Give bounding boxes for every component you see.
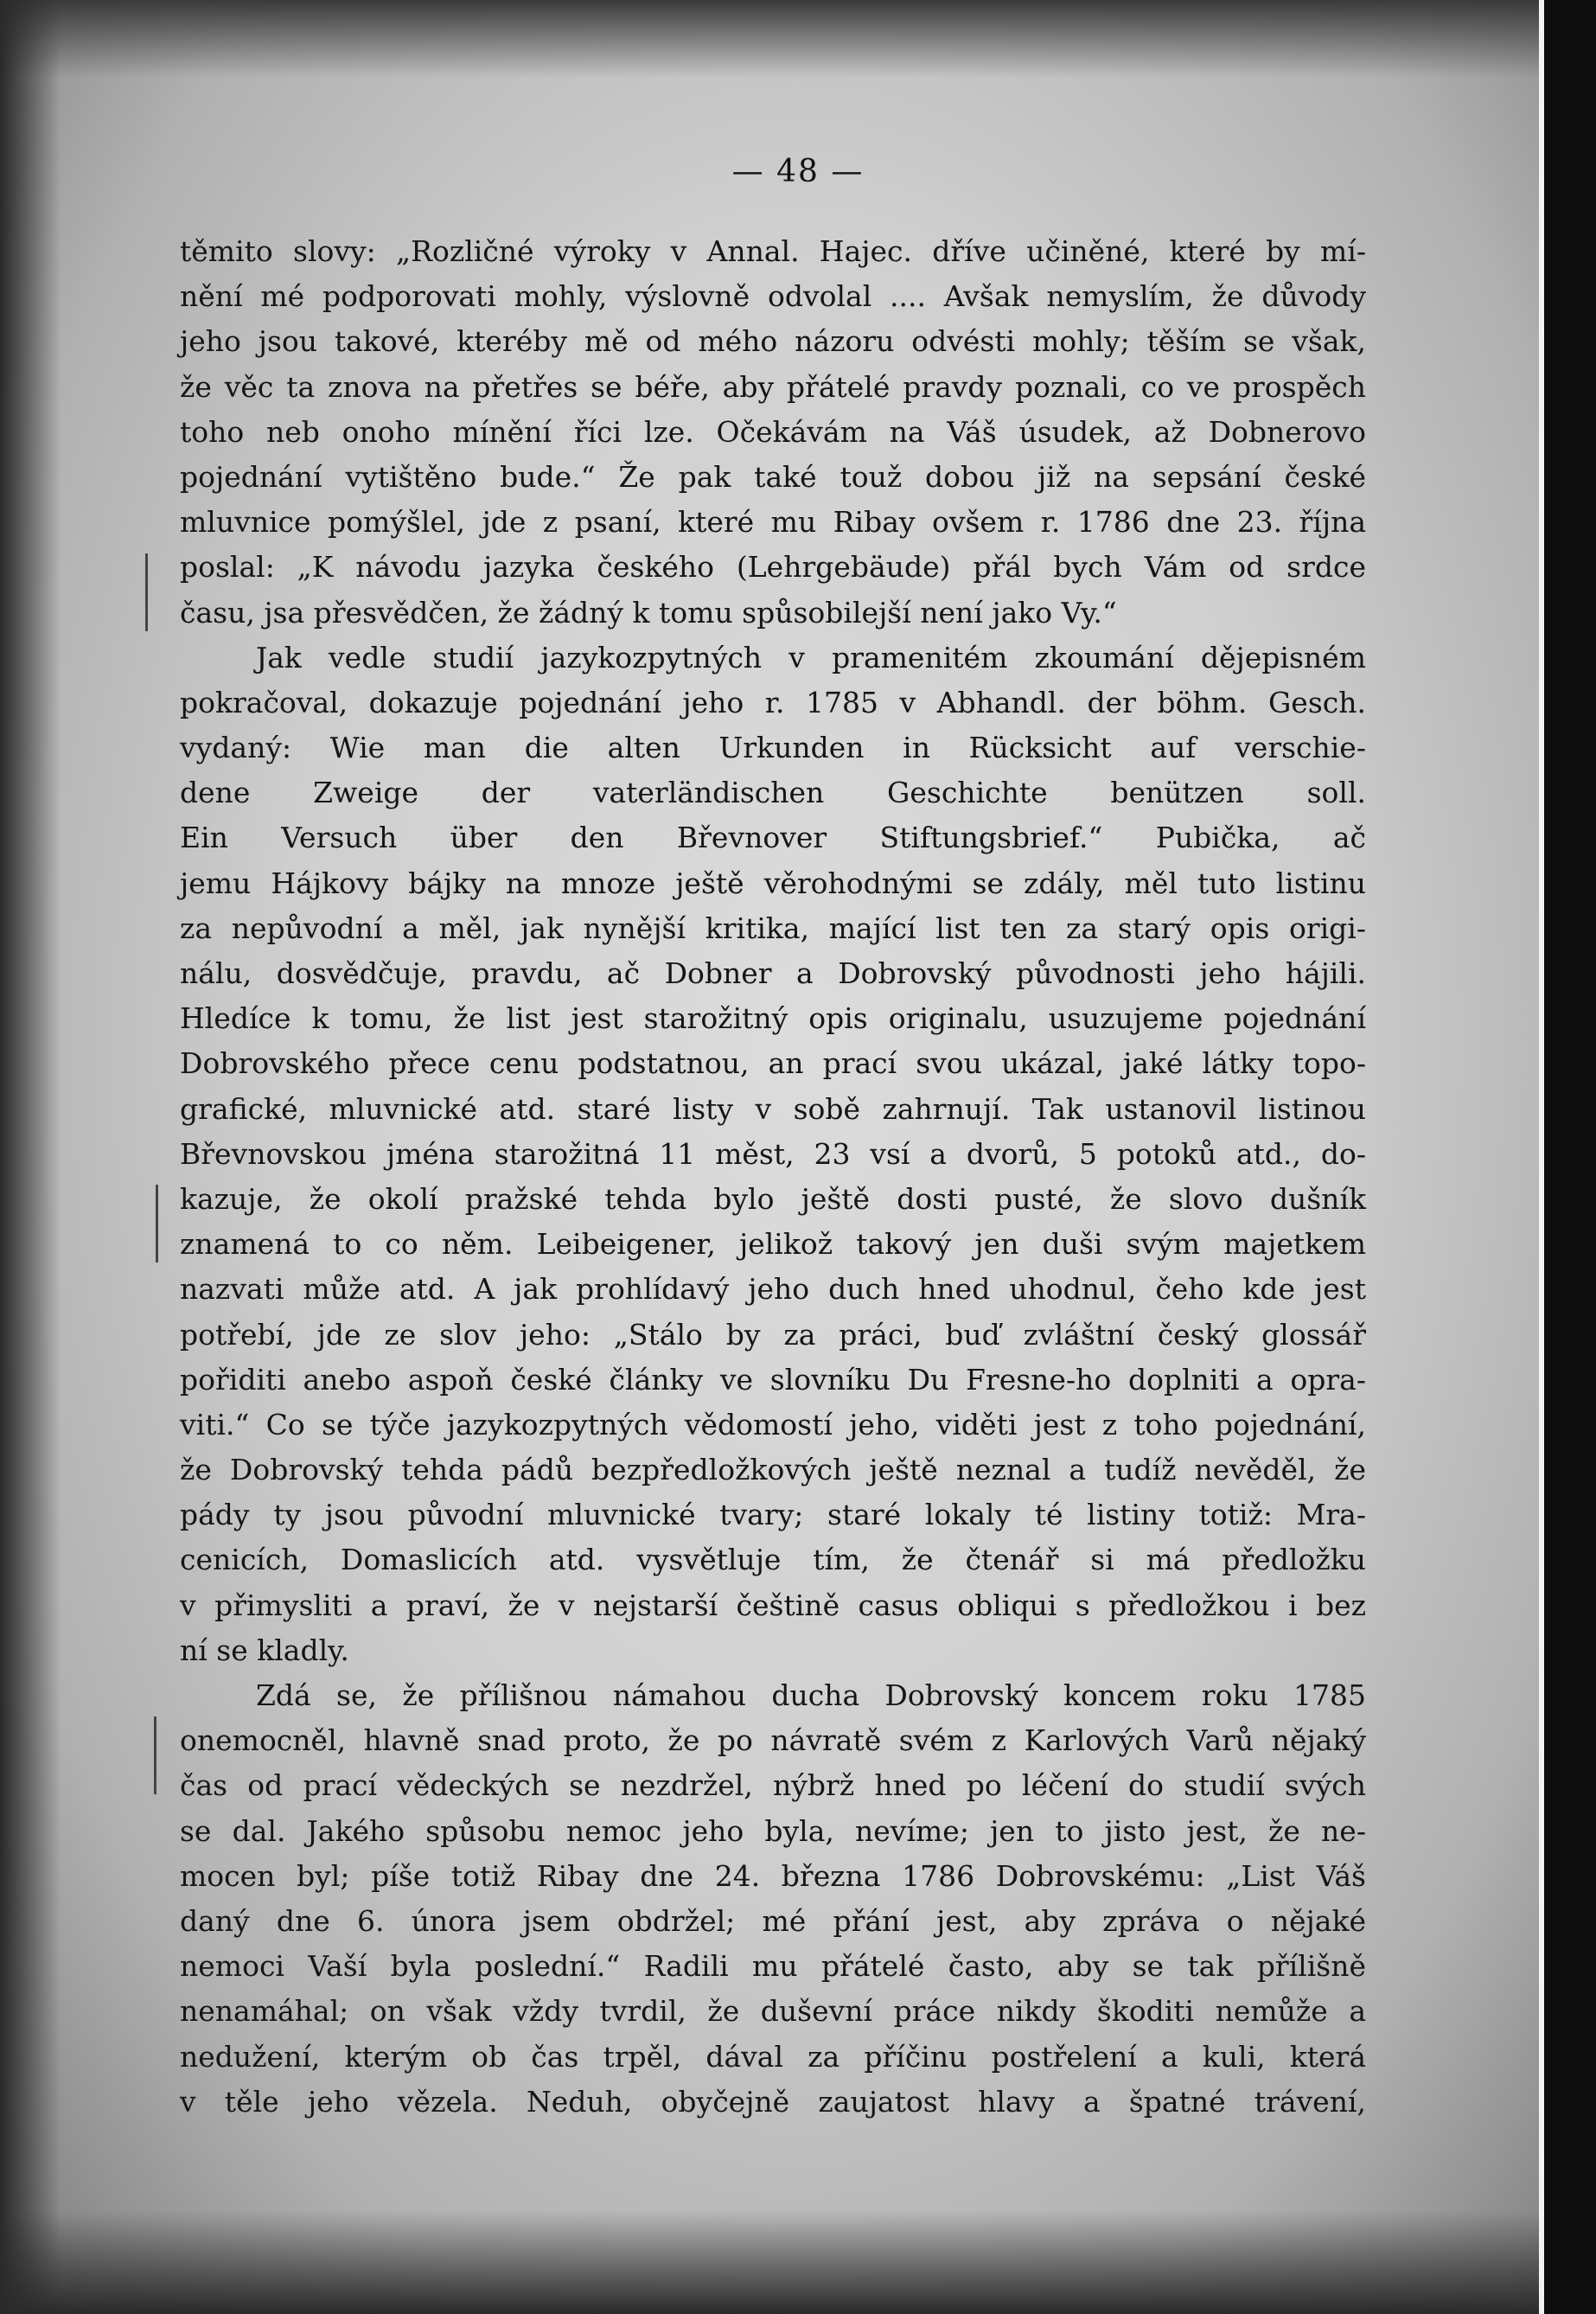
margin-mark <box>145 553 148 631</box>
text-line: pořiditi anebo aspoň české články ve slovníku Du Fresne-ho doplniti a opra- <box>180 1362 1366 1397</box>
text-line: Zdá se, že přílišnou námahou ducha Dobrovský koncem roku 1785 <box>256 1678 1366 1712</box>
text-line: pojednání vytištěno bude.“ Že pak také touž dobou již na sepsání české <box>180 459 1366 494</box>
text-line: Hledíce k tomu, že list jest starožitný opis originalu, usuzujeme pojednání <box>180 1001 1366 1036</box>
text-line: potřebí, jde ze slov jeho: „Stálo by za práci, buď zvláštní český glossář <box>180 1317 1366 1352</box>
text-line: jemu Hájkovy bájky na mnoze ještě věrohodnými se zdály, měl tuto listinu <box>180 866 1366 900</box>
text-line: pády ty jsou původní mluvnické tvary; staré lokaly té listiny totiž: Mra- <box>180 1498 1366 1532</box>
text-line: viti.“ Co se týče jazykozpytných vědomostí jeho, viděti jest z toho pojednání, <box>180 1407 1366 1441</box>
page-number: — 48 — <box>731 154 865 189</box>
text-line: mocen byl; píše totiž Ribay dne 24. března 1786 Dobrovskému: „List Váš <box>180 1858 1366 1893</box>
text-line: dene Zweige der vaterländischen Geschichte benützen soll. <box>180 776 1366 810</box>
text-line: ní se kladly. <box>180 1633 349 1667</box>
scan-shadow-top <box>0 0 1596 78</box>
text-line: Jak vedle studií jazykozpytných v pramenitém zkoumání dějepisném <box>256 640 1366 674</box>
text-line: grafické, mluvnické atd. staré listy v sobě zahrnují. Tak ustanovil listinou <box>180 1091 1366 1126</box>
text-line: nenamáhal; on však vždy tvrdil, že duševní práce nikdy škoditi nemůže a <box>180 1994 1366 2029</box>
text-line: daný dne 6. února jsem obdržel; mé přání jest, aby zpráva o nějaké <box>180 1903 1366 1938</box>
scan-dark-border <box>1544 0 1596 2314</box>
text-line: onemocněl, hlavně snad proto, že po návratě svém z Karlových Varů nějaký <box>180 1723 1366 1758</box>
text-line: Břevnovskou jména starožitná 11 měst, 23 vsí a dvorů, 5 potoků atd., do- <box>180 1136 1366 1171</box>
margin-mark <box>154 1716 156 1794</box>
text-line: toho neb onoho mínění říci lze. Očekávám na Váš úsudek, až Dobnerovo <box>180 414 1366 449</box>
body-text <box>180 229 1366 2125</box>
text-line: vydaný: Wie man die alten Urkunden in Rücksicht auf verschie- <box>180 731 1366 765</box>
margin-mark <box>156 1185 158 1262</box>
text-line: znamená to co něm. Leibeigener, jelikož takový jen duši svým majetkem <box>180 1227 1366 1262</box>
text-line: Dobrovského přece cenu podstatnou, an prací svou ukázal, jaké látky topo- <box>180 1046 1366 1081</box>
text-line: že Dobrovský tehda pádů bezpředložkových ještě neznal a tudíž nevěděl, že <box>180 1453 1366 1487</box>
text-line: poslal: „K návodu jazyka českého (Lehrgebäude) přál bych Vám od srdce <box>180 550 1366 585</box>
text-line: nedužení, kterým ob čas trpěl, dával za příčinu postřelení a kuli, která <box>180 2039 1366 2074</box>
scan-shadow-left <box>0 0 61 2314</box>
text-line: času, jsa přesvědčen, že žádný k tomu spůsobilejší není jako Vy.“ <box>180 595 1117 630</box>
text-line: nazvati může atd. A jak prohlídavý jeho duch hned uhodnul, čeho kde jest <box>180 1272 1366 1307</box>
text-line: Ein Versuch über den Břevnover Stiftungsbrief.“ Pubička, ač <box>180 821 1366 855</box>
scan-shadow-bottom <box>0 2210 1596 2314</box>
text-line: nálu, dosvědčuje, pravdu, ač Dobner a Dobrovský původnosti jeho hájili. <box>180 956 1366 990</box>
text-line: nemoci Vaší byla poslední.“ Radili mu přátelé často, aby se tak přílišně <box>180 1949 1366 1984</box>
text-line: pokračoval, dokazuje pojednání jeho r. 1785 v Abhandl. der böhm. Gesch. <box>180 685 1366 719</box>
text-line: se dal. Jakého spůsobu nemoc jeho byla, nevíme; jen to jisto jest, že ne- <box>180 1813 1366 1848</box>
text-line: v přimysliti a praví, že v nejstarší češtině casus obliqui s předložkou i bez <box>180 1588 1366 1622</box>
text-line: těmito slovy: „Rozličné výroky v Annal. Hajec. dříve učiněné, které by mí- <box>180 234 1366 268</box>
text-line: jeho jsou takové, kteréby mě od mého názoru odvésti mohly; těším se však, <box>180 324 1366 359</box>
text-line: za nepůvodní a měl, jak nynější kritika, mající list ten za starý opis origi- <box>180 911 1366 945</box>
text-line: čas od prací vědeckých se nezdržel, nýbrž hned po léčení do studií svých <box>180 1768 1366 1803</box>
text-line: že věc ta znova na přetřes se béře, aby přátelé pravdy poznali, co ve prospěch <box>180 369 1366 404</box>
text-line: kazuje, že okolí pražské tehda bylo ještě dosti pusté, že slovo dušník <box>180 1181 1366 1216</box>
text-line: v těle jeho vězela. Neduh, obyčejně zaujatost hlavy a špatné trávení, <box>180 2084 1366 2119</box>
text-line: cenicích, Domaslicích atd. vysvětluje tím, že čtenář si má předložku <box>180 1543 1366 1577</box>
text-line: nění mé podporovati mohly, výslovně odvolal .... Avšak nemyslím, že důvody <box>180 279 1366 314</box>
text-line: mluvnice pomýšlel, jde z psaní, které mu Ribay ovšem r. 1786 dne 23. října <box>180 505 1366 540</box>
